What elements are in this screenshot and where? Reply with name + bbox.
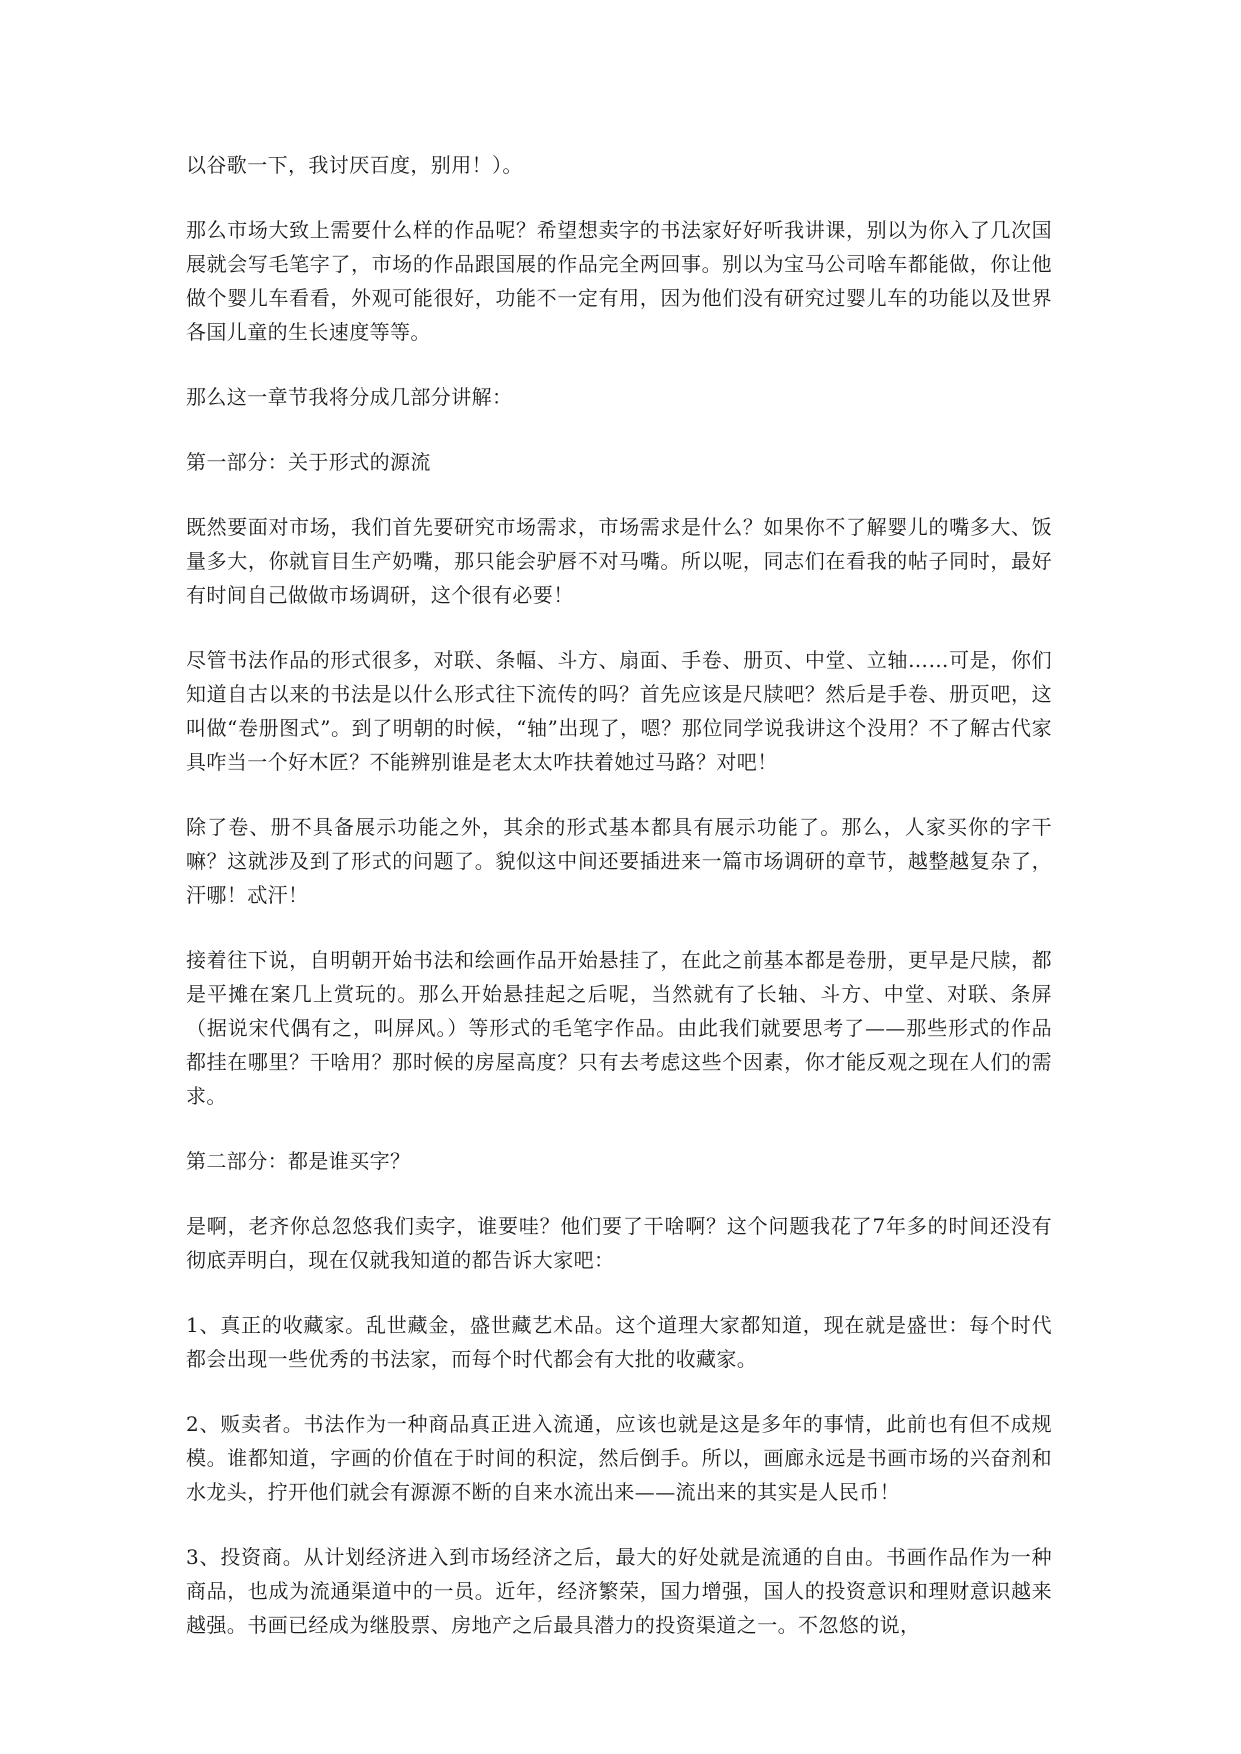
document-page bbox=[186, 148, 1052, 1673]
section-heading-part-two: 第二部分：都是谁买字？ bbox=[186, 1149, 411, 1173]
paragraph-continuation: 以谷歌一下，我讨厌百度，别用！）。 bbox=[186, 153, 523, 177]
paragraph-market-research: 既然要面对市场，我们首先要研究市场需求，市场需求是什么？如果你不了解婴儿的嘴多大、饭量多大，你就盲目生产奶嘴，那只能会驴唇不对马嘴。所以呢，同志们在看我的帖子同时，最好有时间自己做做市场调研，这个很有必要！ bbox=[186, 515, 1052, 607]
paragraph-who-buys: 是啊，老齐你总忽悠我们卖字，谁要哇？他们要了干啥啊？这个问题我花了7年多的时间还没有彻底弄明白，现在仅就我知道的都告诉大家吧： bbox=[186, 1214, 1052, 1272]
list-item-investors: 3、投资商。从计划经济进入到市场经济之后，最大的好处就是流通的自由。书画作品作为一种商品，也成为流通渠道中的一员。近年，经济繁荣，国力增强，国人的投资意识和理财意识越来越强。书画已经成为继股票、房地产之后最具潜力的投资渠道之一。不忽悠的说， bbox=[186, 1545, 1052, 1637]
paragraph-ming-hanging: 接着往下说，自明朝开始书法和绘画作品开始悬挂了，在此之前基本都是卷册，更早是尺牍，都是平摊在案几上赏玩的。那么开始悬挂起之后呢，当然就有了长轴、斗方、中堂、对联、条屏（据说宋代偶有之，叫屏风。）等形式的毛笔字作品。由此我们就要思考了——那些形式的作品都挂在哪里？干啥用？那时候的房屋高度？只有去考虑这些个因素，你才能反观之现在人们的需求。 bbox=[186, 948, 1052, 1108]
section-heading-part-one: 第一部分：关于形式的源流 bbox=[186, 450, 431, 474]
paragraph-calligraphy-forms: 尽管书法作品的形式很多，对联、条幅、斗方、扇面、手卷、册页、中堂、立轴……可是，你们知道自古以来的书法是以什么形式往下流传的吗？首先应该是尺牍吧？然后是手卷、册页吧，这叫做“卷册图式”。到了明朝的时候，“轴”出现了，嗯？那位同学说我讲这个没用？不了解古代家具咋当一个好木匠？不能辨别谁是老太太咋扶着她过马路？对吧！ bbox=[186, 648, 1052, 774]
list-item-collectors: 1、真正的收藏家。乱世藏金，盛世藏艺术品。这个道理大家都知道，现在就是盛世：每个时代都会出现一些优秀的书法家，而每个时代都会有大批的收藏家。 bbox=[186, 1313, 1052, 1371]
paragraph-display-function: 除了卷、册不具备展示功能之外，其余的形式基本都具有展示功能了。那么，人家买你的字干嘛？这就涉及到了形式的问题了。貌似这中间还要插进来一篇市场调研的章节，越整越复杂了，汗哪！忒汗！ bbox=[186, 815, 1052, 907]
paragraph-market-demand: 那么市场大致上需要什么样的作品呢？希望想卖字的书法家好好听我讲课，别以为你入了几次国展就会写毛笔字了，市场的作品跟国展的作品完全两回事。别以为宝马公司啥车都能做，你让他做个婴儿车看看，外观可能很好，功能不一定有用，因为他们没有研究过婴儿车的功能以及世界各国儿童的生长速度等等。 bbox=[186, 218, 1052, 344]
list-item-sellers: 2、贩卖者。书法作为一种商品真正进入流通，应该也就是这是多年的事情，此前也有但不成规模。谁都知道，字画的价值在于时间的积淀，然后倒手。所以，画廊永远是书画市场的兴奋剂和水龙头，拧开他们就会有源源不断的自来水流出来——流出来的其实是人民币！ bbox=[186, 1412, 1052, 1504]
paragraph-chapter-intro: 那么这一章节我将分成几部分讲解： bbox=[186, 385, 513, 409]
